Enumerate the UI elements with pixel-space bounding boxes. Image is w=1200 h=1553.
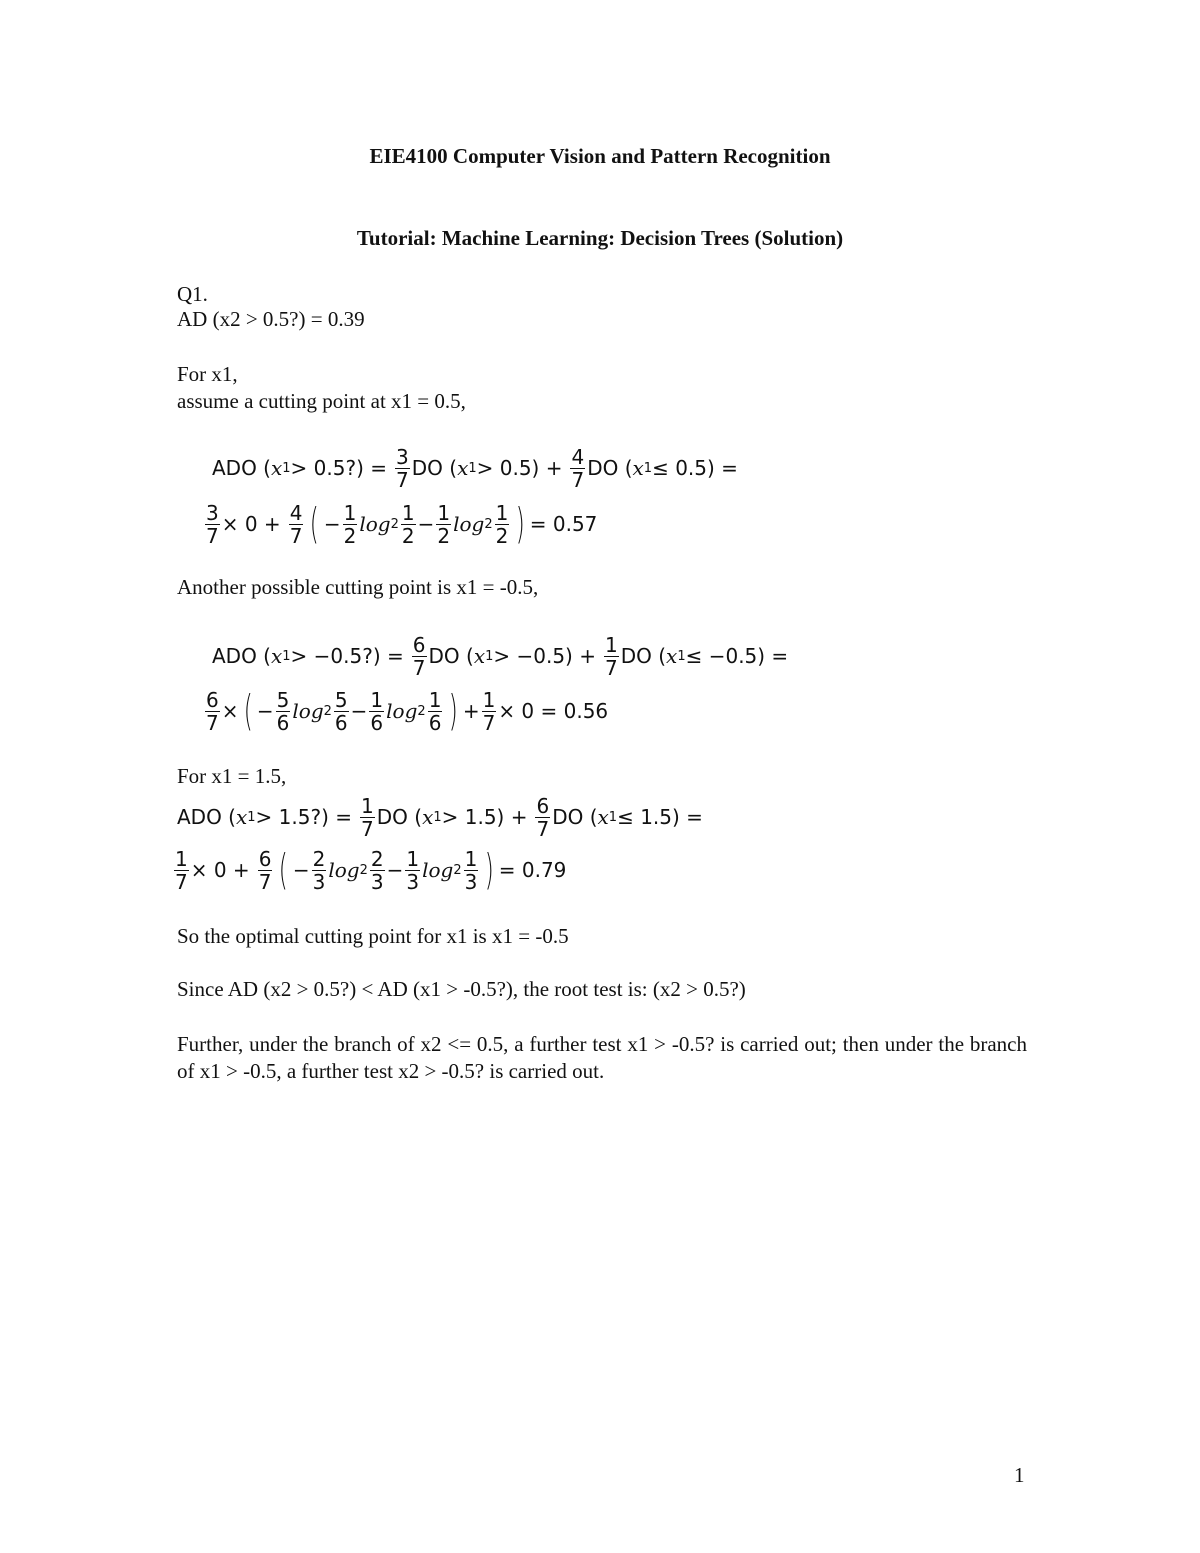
for-x1-1-5-text: For x1 = 1.5, [177,764,287,788]
equation-1-line-2: $\frac{3}{7}$ × 0 + $\frac{4}{7}$ ( − $\frac{1}{2}$ log 2 $\frac{1}{2}$ − $\frac{1}{2}$ log 2 $\frac{1}{2}$ ) = 0.57 [206,499,598,548]
further-branch-paragraph: Further, under the branch of x2 <= 0.5, a further test x1 > -0.5? is carried out; then under the branch of x1 > -0.5, a further test x2 > -0.5? is carried out. [177,1032,1027,1083]
for-x1-text: For x1, [177,362,238,386]
ad-x2-text: AD (x2 > 0.5?) = 0.39 [177,307,365,331]
equation-3-line-1: ADO ( x 1 > 1.5?) = $\frac{1}{7}$ DO ( x 1 > 1.5) + $\frac{6}{7}$ DO ( x 1 ≤ 1.5) = [177,793,703,841]
tutorial-title: Tutorial: Machine Learning: Decision Trees (Solution) [356,226,844,250]
root-test-text: Since AD (x2 > 0.5?) < AD (x1 > -0.5?), the root test is: (x2 > 0.5?) [177,977,746,1001]
optimal-cutting-text: So the optimal cutting point for x1 is x1 = -0.5 [177,924,569,948]
question-label: Q1. [177,282,208,306]
equation-1-line-1: ADO ( x 1 > 0.5?) = $\frac{3}{7}$ DO ( x 1 > 0.5) + $\frac{4}{7}$ DO ( x 1 ≤ 0.5) = [212,444,738,492]
equation-3-line-2: $\frac{1}{7}$ × 0 + $\frac{6}{7}$ ( − $\frac{2}{3}$ log 2 $\frac{2}{3}$ − $\frac{1}{3}$ log 2 $\frac{1}{3}$ ) = 0.79 [175,845,567,894]
another-cutting-text: Another possible cutting point is x1 = -0.5, [177,575,539,599]
equation-2-line-1: ADO ( x 1 > −0.5?) = $\frac{6}{7}$ DO ( x 1 > −0.5) + $\frac{1}{7}$ DO ( x 1 ≤ −0.5) = [212,632,789,680]
equation-2-line-2: $\frac{6}{7}$ × ( − $\frac{5}{6}$ log 2 $\frac{5}{6}$ − $\frac{1}{6}$ log 2 $\frac{1}{6}$ ) + $\frac{1}{7}$ × 0 = 0.56 [206,686,609,735]
page-number: 1 [1014,1463,1025,1487]
course-title: EIE4100 Computer Vision and Pattern Recognition [369,144,831,168]
assume-text: assume a cutting point at x1 = 0.5, [177,389,466,413]
